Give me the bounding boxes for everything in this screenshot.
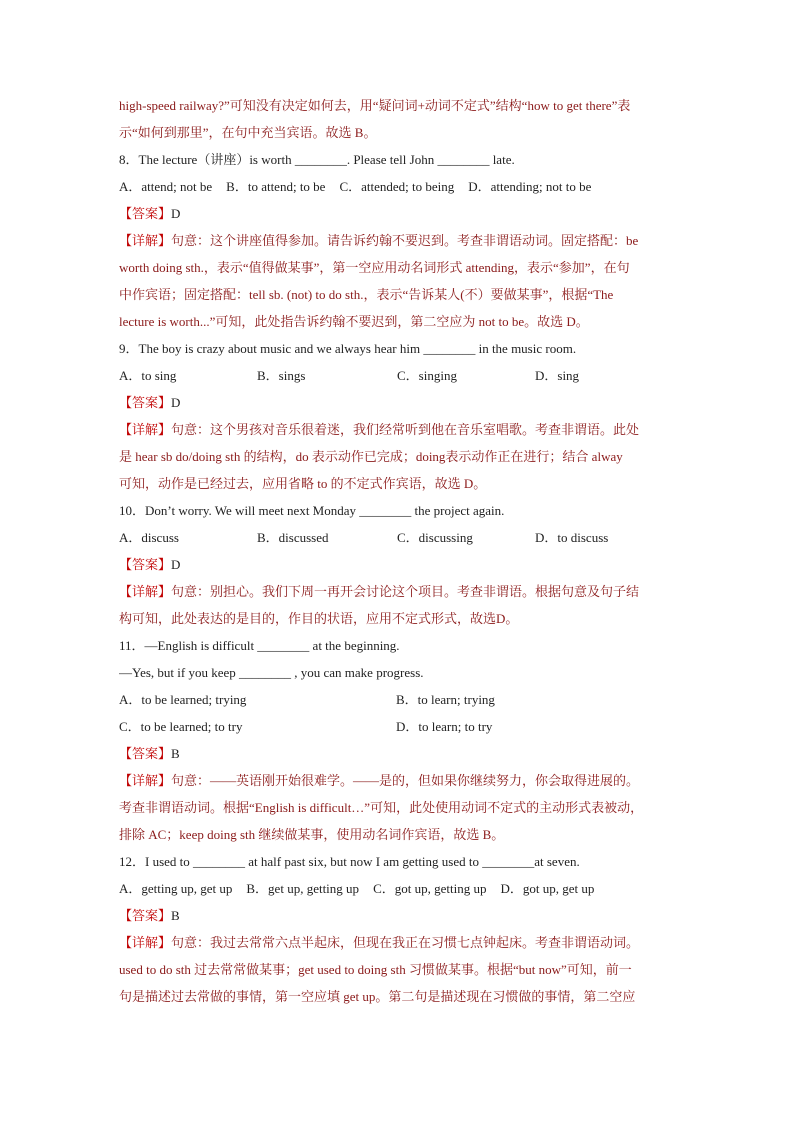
explanation-text: 句意：——英语刚开始很难学。——是的，但如果你继续努力，你会取得进展的。 bbox=[171, 773, 640, 788]
option-a: A．to be learned; trying bbox=[119, 692, 247, 707]
explanation-text: 句意：这个讲座值得参加。请告诉约翰不要迟到。考查非谓语动词。固定搭配：be bbox=[171, 233, 639, 248]
option-c: C．got up, getting up bbox=[373, 881, 487, 896]
answer-line bbox=[119, 902, 676, 929]
question-8: 8．The lecture（讲座）is worth ________. Please tell John ________ late. bbox=[119, 152, 515, 167]
option-a: A．to sing bbox=[119, 368, 177, 383]
option-d: D．got up, get up bbox=[500, 881, 595, 896]
explanation-line: used to do sth 过去常常做某事；get used to doing sth 习惯做某事。根据“but now”可知，前一 bbox=[119, 962, 632, 977]
question-9: 9．The boy is crazy about music and we always hear him ________ in the music room. bbox=[119, 341, 577, 356]
explanation-line: high-speed railway?”可知没有决定如何去，用“疑问词+动词不定式”结构“how to get there”表 bbox=[119, 98, 631, 113]
option-b: B．get up, getting up bbox=[246, 881, 360, 896]
question-12: 12．I used to ________ at half past six, but now I am getting used to ________at seven. bbox=[119, 854, 580, 869]
question-11-reply: —Yes, but if you keep ________ , you can make progress. bbox=[119, 665, 424, 680]
option-c: C．discussing bbox=[397, 530, 473, 545]
explanation-line: 构可知，此处表达的是目的，作目的状语，应用不定式形式，故选D。 bbox=[119, 611, 519, 626]
answer-line bbox=[119, 740, 676, 767]
question-11-options-row-1 bbox=[119, 686, 676, 713]
option-a: A．attend; not be bbox=[119, 179, 213, 194]
question-11: 11．—English is difficult ________ at the beginning. bbox=[119, 638, 400, 653]
answer-label: 【答案】 bbox=[119, 206, 172, 221]
explanation-text: 句意：这个男孩对音乐很着迷，我们经常听到他在音乐室唱歌。考查非谓语。此处 bbox=[171, 422, 640, 437]
explanation-line bbox=[119, 767, 676, 794]
option-d: D．to learn; to try bbox=[396, 719, 493, 734]
explanation-line: 中作宾语；固定搭配：tell sb. (not) to do sth.，表示“告诉某人(不）要做某事”，根据“The bbox=[119, 287, 614, 302]
explanation-line: 是 hear sb do/doing sth 的结构，do 表示动作已完成；doing表示动作正在进行；结合 alway bbox=[119, 449, 623, 464]
question-11-options-row-2 bbox=[119, 713, 676, 740]
answer-value: D bbox=[171, 395, 181, 410]
option-a: A．getting up, get up bbox=[119, 881, 233, 896]
explanation-line: 考查非谓语动词。根据“English is difficult…”可知，此处使用动词不定式的主动形式表被动， bbox=[119, 800, 644, 815]
answer-label: 【答案】 bbox=[119, 557, 172, 572]
option-b: B．discussed bbox=[257, 530, 329, 545]
option-d: D．attending; not to be bbox=[468, 179, 592, 194]
answer-line bbox=[119, 389, 676, 416]
option-b: B．to learn; trying bbox=[396, 692, 495, 707]
option-d: D．sing bbox=[535, 368, 580, 383]
question-10-options bbox=[119, 524, 676, 551]
explanation-line bbox=[119, 416, 676, 443]
option-c: C．attended; to being bbox=[339, 179, 455, 194]
explanation-line bbox=[119, 578, 676, 605]
question-12-options bbox=[119, 875, 676, 902]
answer-value: D bbox=[171, 206, 181, 221]
explanation-line: 可知，动作是已经过去，应用省略 to 的不定式作宾语，故选 D。 bbox=[119, 476, 487, 491]
explanation-text: 句意：我过去常常六点半起床，但现在我正在习惯七点钟起床。考查非谓语动词。 bbox=[171, 935, 640, 950]
option-a: A．discuss bbox=[119, 530, 179, 545]
option-c: C．to be learned; to try bbox=[119, 719, 243, 734]
answer-label: 【答案】 bbox=[119, 746, 172, 761]
explanation-label: 【详解】 bbox=[119, 422, 172, 437]
answer-label: 【答案】 bbox=[119, 908, 172, 923]
explanation-label: 【详解】 bbox=[119, 584, 172, 599]
answer-label: 【答案】 bbox=[119, 395, 172, 410]
answer-value: B bbox=[171, 746, 180, 761]
answer-value: B bbox=[171, 908, 180, 923]
option-b: B．to attend; to be bbox=[226, 179, 326, 194]
explanation-label: 【详解】 bbox=[119, 773, 172, 788]
question-8-options bbox=[119, 173, 676, 200]
option-c: C．singing bbox=[397, 368, 457, 383]
explanation-line: 示“如何到那里”，在句中充当宾语。故选 B。 bbox=[119, 125, 377, 140]
answer-line bbox=[119, 551, 676, 578]
answer-line bbox=[119, 200, 676, 227]
explanation-line: lecture is worth...”可知，此处指告诉约翰不要迟到，第二空应为 not to be。故选 D。 bbox=[119, 314, 589, 329]
option-b: B．sings bbox=[257, 368, 306, 383]
explanation-line bbox=[119, 227, 676, 254]
explanation-line: 排除 AC；keep doing sth 继续做某事，使用动名词作宾语，故选 B。 bbox=[119, 827, 505, 842]
answer-value: D bbox=[171, 557, 181, 572]
explanation-label: 【详解】 bbox=[119, 233, 172, 248]
question-10: 10．Don’t worry. We will meet next Monday ________ the project again. bbox=[119, 503, 505, 518]
explanation-line bbox=[119, 929, 676, 956]
explanation-label: 【详解】 bbox=[119, 935, 172, 950]
explanation-line: 句是描述过去常做的事情，第一空应填 get up。第二句是描述现在习惯做的事情，第二空应 bbox=[119, 989, 636, 1004]
question-9-options bbox=[119, 362, 676, 389]
option-d: D．to discuss bbox=[535, 530, 609, 545]
explanation-text: 句意：别担心。我们下周一再开会讨论这个项目。考查非谓语。根据句意及句子结 bbox=[171, 584, 640, 599]
explanation-line: worth doing sth.，表示“值得做某事”，第一空应用动名词形式 attending，表示“参加”，在句 bbox=[119, 260, 630, 275]
